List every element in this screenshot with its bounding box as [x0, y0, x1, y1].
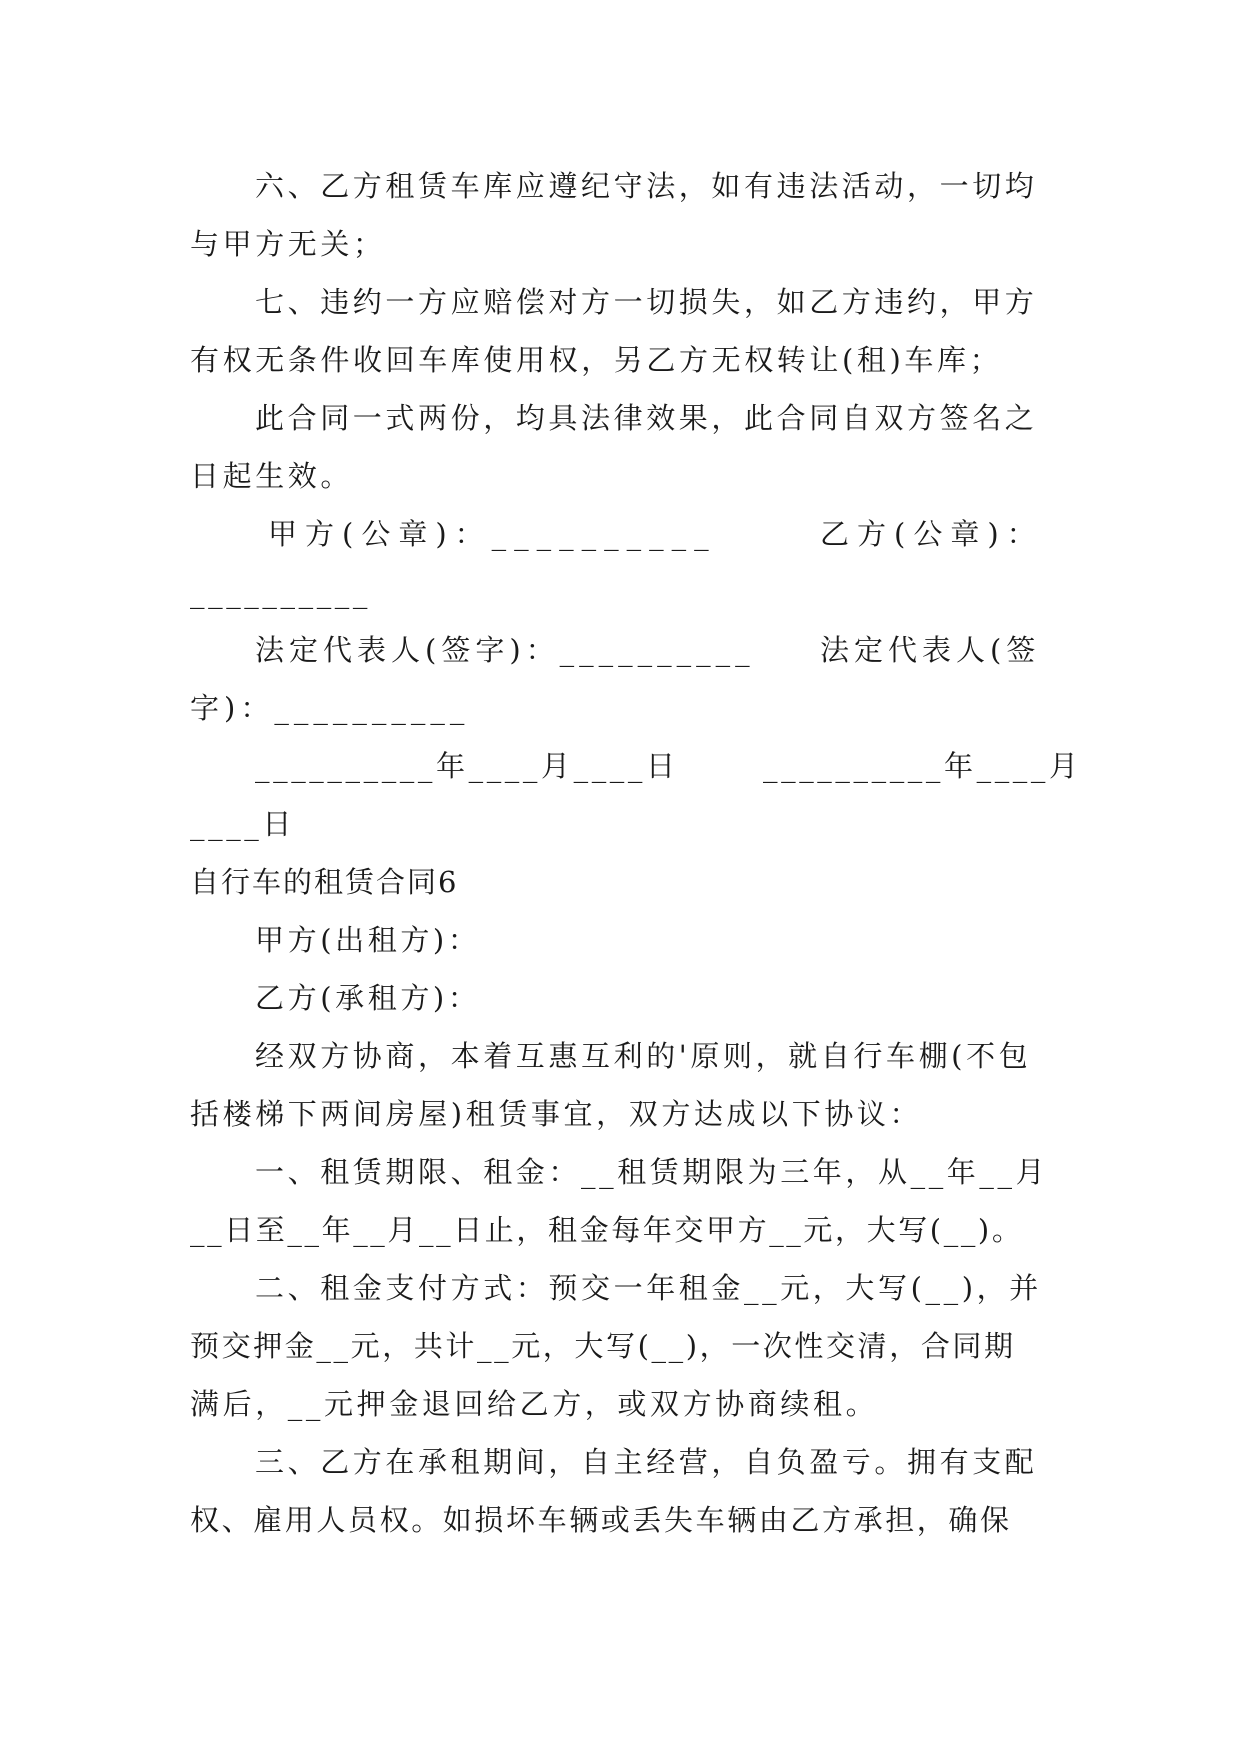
term-rent-line-2: __日至__年__月__日止，租金每年交甲方__元，大写(__)。: [190, 1213, 1024, 1247]
copies-line-1: 此合同一式两份，均具法律效果，此合同自双方签名之: [255, 401, 1038, 435]
payment-line-2: 预交押金__元，共计__元，大写(__)，一次性交清，合同期: [190, 1329, 1016, 1363]
party-b-date: __________年____月: [763, 749, 1082, 783]
copies-line-2: 日起生效。: [190, 459, 354, 493]
clause-7-line-1: 七、违约一方应赔偿对方一切损失，如乙方违约，甲方: [255, 285, 1038, 319]
preamble-line-1: 经双方协商，本着互惠互利的'原则，就自行车棚(不包: [255, 1039, 1032, 1073]
party-b-seal: 乙方(公章)：: [820, 517, 1044, 551]
clause-6-line-2: 与甲方无关；: [190, 227, 386, 261]
preamble-line-2: 括楼梯下两间房屋)租赁事宜，双方达成以下协议：: [190, 1097, 923, 1131]
clause-6-line-1: 六、乙方租赁车库应遵纪守法，如有违法活动，一切均: [255, 169, 1038, 203]
party-a-seal: 甲方(公章)：__________: [268, 517, 717, 551]
payment-line-3: 满后，__元押金退回给乙方，或双方协商续租。: [190, 1387, 879, 1421]
term-rent-line-1: 一、租赁期限、租金：__租赁期限为三年，从__年__月: [255, 1155, 1049, 1189]
party-a-representative: 法定代表人(签字)：__________: [255, 633, 755, 667]
operation-line-1: 三、乙方在承租期间，自主经营，自负盈亏。拥有支配: [255, 1445, 1038, 1479]
party-b-date-day: ____日: [190, 807, 295, 841]
payment-line-1: 二、租金支付方式：预交一年租金__元，大写(__)，并: [255, 1271, 1042, 1305]
party-b-representative: 法定代表人(签: [820, 633, 1041, 667]
operation-line-2: 权、雇用人员权。如损坏车辆或丢失车辆由乙方承担，确保: [190, 1503, 1012, 1537]
party-b-lessee: 乙方(承租方)：: [255, 981, 481, 1015]
party-b-representative-cont: 字)：__________: [190, 691, 470, 725]
clause-7-line-2: 有权无条件收回车库使用权，另乙方无权转让(租)车库；: [190, 343, 1003, 377]
party-a-lessor: 甲方(出租方)：: [255, 923, 481, 957]
section-heading: 自行车的租赁合同6: [190, 865, 459, 899]
party-b-seal-blank: __________: [190, 575, 371, 609]
party-a-date: __________年____月____日: [255, 749, 679, 783]
